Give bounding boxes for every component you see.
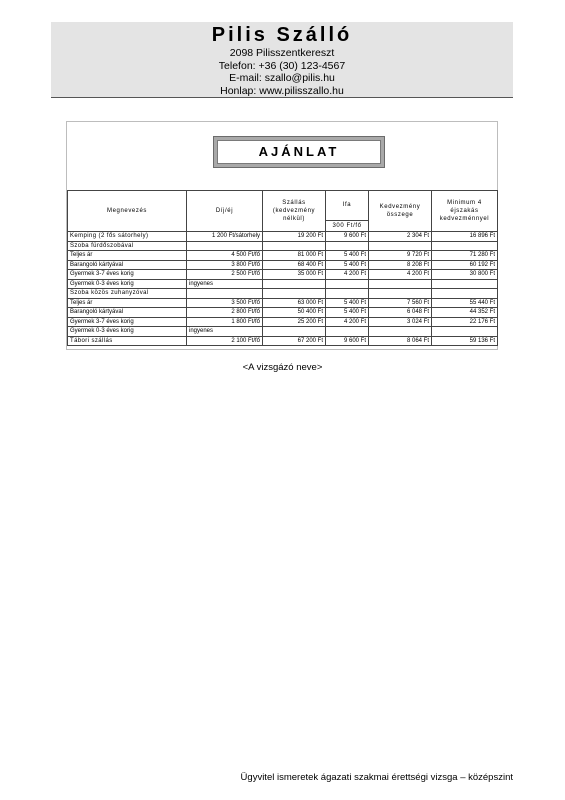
offer-frame bbox=[66, 121, 498, 350]
cell-discount: 6 048 Ft bbox=[369, 308, 432, 318]
cell-stay: 25 200 Ft bbox=[263, 317, 326, 327]
cell-fee: 2 800 Ft/fő bbox=[187, 308, 263, 318]
cell-name: Szoba közös zuhanyzóval bbox=[68, 289, 187, 299]
col-header-fee: Díj/éj bbox=[187, 191, 263, 232]
cell-fee: 3 800 Ft/fő bbox=[187, 260, 263, 270]
hotel-name: Pilis Szálló bbox=[211, 24, 353, 46]
table-row bbox=[68, 298, 498, 308]
cell-fee: 4 500 Ft/fő bbox=[187, 251, 263, 261]
cell-discount bbox=[369, 279, 432, 289]
cell-tax: 9 600 Ft bbox=[326, 232, 369, 242]
cell-discount: 8 064 Ft bbox=[369, 336, 432, 346]
cell-discount: 4 200 Ft bbox=[369, 270, 432, 280]
cell-name: Kemping (2 fős sátorhely) bbox=[68, 232, 187, 242]
cell-discount bbox=[369, 241, 432, 251]
cell-discount: 9 720 Ft bbox=[369, 251, 432, 261]
table-row bbox=[68, 336, 498, 346]
hotel-phone: Telefon: +36 (30) 123-4567 bbox=[218, 59, 346, 72]
cell-min4 bbox=[432, 289, 498, 299]
cell-fee bbox=[187, 241, 263, 251]
cell-min4: 60 192 Ft bbox=[432, 260, 498, 270]
cell-name: Gyermek 3-7 éves korig bbox=[68, 317, 187, 327]
cell-tax bbox=[326, 241, 369, 251]
cell-name: Teljes ár bbox=[68, 251, 187, 261]
cell-discount bbox=[369, 327, 432, 337]
table-row bbox=[68, 308, 498, 318]
letterhead bbox=[51, 22, 513, 98]
hotel-address: 2098 Pilisszentkereszt bbox=[229, 47, 335, 59]
offer-title-box bbox=[213, 136, 385, 168]
cell-tax bbox=[326, 289, 369, 299]
cell-tax: 9 600 Ft bbox=[326, 336, 369, 346]
table-row bbox=[68, 317, 498, 327]
table-row bbox=[68, 251, 498, 261]
col-header-stay: Szállás (kedvezmény nélkül) bbox=[263, 191, 326, 232]
cell-fee: ingyenes bbox=[187, 279, 263, 289]
offer-table-body bbox=[68, 232, 498, 346]
offer-title: AJÁNLAT bbox=[217, 140, 381, 164]
cell-discount: 3 024 Ft bbox=[369, 317, 432, 327]
cell-name: Szoba fürdőszobával bbox=[68, 241, 187, 251]
cell-tax bbox=[326, 327, 369, 337]
cell-stay: 35 000 Ft bbox=[263, 270, 326, 280]
table-row bbox=[68, 289, 498, 299]
cell-tax: 5 400 Ft bbox=[326, 298, 369, 308]
cell-fee: 3 500 Ft/fő bbox=[187, 298, 263, 308]
cell-stay bbox=[263, 241, 326, 251]
cell-tax: 4 200 Ft bbox=[326, 317, 369, 327]
cell-name: Gyermek 0-3 éves korig bbox=[68, 327, 187, 337]
cell-min4: 44 352 Ft bbox=[432, 308, 498, 318]
cell-name: Teljes ár bbox=[68, 298, 187, 308]
table-row bbox=[68, 241, 498, 251]
cell-discount: 8 208 Ft bbox=[369, 260, 432, 270]
cell-fee: 1 800 Ft/fő bbox=[187, 317, 263, 327]
cell-name: Barangoló kártyával bbox=[68, 260, 187, 270]
cell-min4: 71 280 Ft bbox=[432, 251, 498, 261]
col-header-name: Megnevezés bbox=[68, 191, 187, 232]
cell-discount: 7 560 Ft bbox=[369, 298, 432, 308]
cell-tax: 5 400 Ft bbox=[326, 260, 369, 270]
cell-min4: 22 176 Ft bbox=[432, 317, 498, 327]
hotel-website: Honlap: www.pilisszallo.hu bbox=[220, 84, 344, 97]
cell-fee: 2 100 Ft/fő bbox=[187, 336, 263, 346]
cell-min4: 16 896 Ft bbox=[432, 232, 498, 242]
examinee-name-placeholder: <A vizsgázó neve> bbox=[242, 362, 323, 373]
col-header-min4: Minimum 4 éjszakás kedvezménnyel bbox=[432, 191, 498, 232]
table-row bbox=[68, 260, 498, 270]
cell-stay: 50 400 Ft bbox=[263, 308, 326, 318]
cell-stay bbox=[263, 279, 326, 289]
table-row bbox=[68, 327, 498, 337]
col-header-discount: Kedvezmény összege bbox=[369, 191, 432, 232]
cell-stay bbox=[263, 327, 326, 337]
cell-tax: 5 400 Ft bbox=[326, 251, 369, 261]
cell-name: Gyermek 0-3 éves korig bbox=[68, 279, 187, 289]
cell-fee: 1 200 Ft/sátorhely bbox=[187, 232, 263, 242]
hotel-email: E-mail: szallo@pilis.hu bbox=[229, 72, 335, 84]
cell-min4: 59 136 Ft bbox=[432, 336, 498, 346]
cell-stay: 19 200 Ft bbox=[263, 232, 326, 242]
table-row bbox=[68, 279, 498, 289]
offer-table bbox=[67, 190, 498, 346]
cell-min4: 55 440 Ft bbox=[432, 298, 498, 308]
cell-stay bbox=[263, 289, 326, 299]
table-row bbox=[68, 232, 498, 242]
cell-stay: 81 000 Ft bbox=[263, 251, 326, 261]
cell-min4 bbox=[432, 279, 498, 289]
cell-fee: 2 500 Ft/fő bbox=[187, 270, 263, 280]
cell-stay: 68 400 Ft bbox=[263, 260, 326, 270]
cell-stay: 67 200 Ft bbox=[263, 336, 326, 346]
cell-discount bbox=[369, 289, 432, 299]
cell-fee bbox=[187, 289, 263, 299]
page-footer: Ügyvitel ismeretek ágazati szakmai érettségi vizsga – középszint bbox=[240, 772, 513, 783]
cell-fee: ingyenes bbox=[187, 327, 263, 337]
table-row bbox=[68, 270, 498, 280]
cell-tax: 4 200 Ft bbox=[326, 270, 369, 280]
cell-name: Barangoló kártyával bbox=[68, 308, 187, 318]
cell-name: Tábori szállás bbox=[68, 336, 187, 346]
col-header-tax-rate: 300 Ft/fő bbox=[326, 220, 369, 231]
cell-tax bbox=[326, 279, 369, 289]
cell-name: Gyermek 3-7 éves korig bbox=[68, 270, 187, 280]
cell-min4 bbox=[432, 327, 498, 337]
cell-discount: 2 304 Ft bbox=[369, 232, 432, 242]
cell-stay: 63 000 Ft bbox=[263, 298, 326, 308]
col-header-tax: Ifa bbox=[326, 191, 369, 221]
cell-min4 bbox=[432, 241, 498, 251]
cell-tax: 5 400 Ft bbox=[326, 308, 369, 318]
cell-min4: 30 800 Ft bbox=[432, 270, 498, 280]
